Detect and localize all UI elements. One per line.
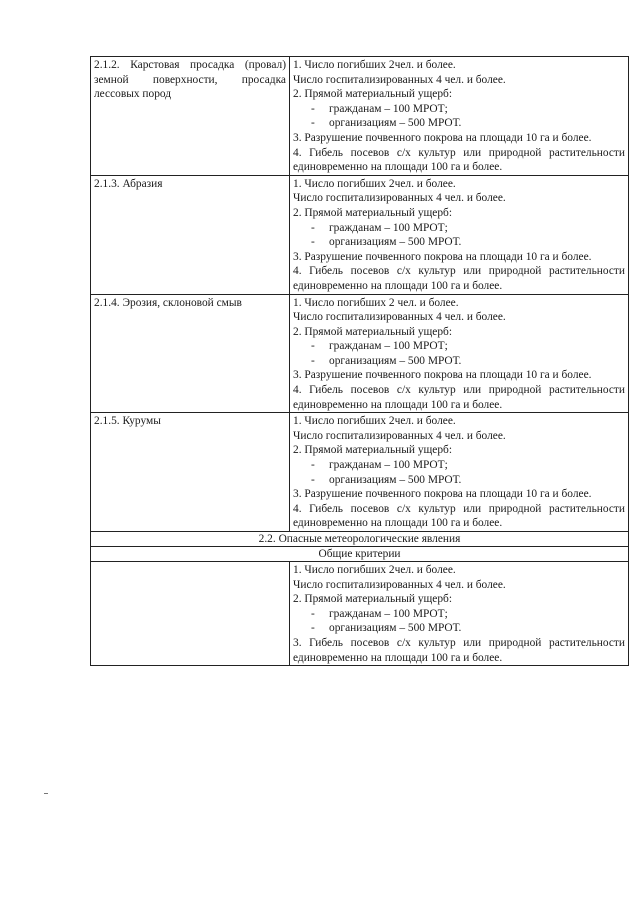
criteria-hospitalized: Число госпитализированных 4 чел. и более. <box>293 192 506 205</box>
criteria-hospitalized: Число госпитализированных 4 чел. и более. <box>293 311 506 324</box>
subsection-title: Общие критерии <box>91 547 629 562</box>
criteria-deaths: 1. Число погибших 2чел. и более. <box>293 564 456 576</box>
criteria-damage-citizens <box>293 221 625 236</box>
section-title: 2.2. Опасные метеорологические явления <box>91 532 629 547</box>
dash-marker: - <box>311 473 315 486</box>
criteria-crops: 4. Гибель посевов с/х культур или природной растительности единовременно на площади 100 га и более. <box>293 265 625 292</box>
dash-marker: - <box>311 607 315 620</box>
dash-marker: - <box>311 459 315 472</box>
criteria-soil: 3. Разрушение почвенного покрова на площади 10 га и более. <box>293 250 592 263</box>
criteria-cell <box>290 294 629 413</box>
table-row <box>91 413 629 532</box>
criteria-damage-citizens <box>293 607 625 622</box>
criteria-damage: 2. Прямой материальный ущерб: <box>293 593 453 606</box>
criteria-damage-citizens <box>293 339 625 354</box>
criteria-hospitalized: Число госпитализированных 4 чел. и более. <box>293 578 506 591</box>
criteria-deaths: 1. Число погибших 2 чел. и более. <box>293 296 459 309</box>
citizens-text: гражданам – 100 МРОТ; <box>329 221 448 234</box>
criteria-hospitalized: Число госпитализированных 4 чел. и более. <box>293 73 506 86</box>
criteria-damage-organizations <box>293 354 625 369</box>
criteria-damage: 2. Прямой материальный ущерб: <box>293 206 453 219</box>
scan-artifact <box>44 793 48 794</box>
criteria-table <box>90 56 629 666</box>
criteria-deaths: 1. Число погибших 2чел. и более. <box>293 415 456 428</box>
criteria-damage-citizens <box>293 102 625 117</box>
hazard-name-cell: 2.1.3. Абразия <box>91 175 290 294</box>
table-row <box>91 294 629 413</box>
dash-marker: - <box>311 117 315 130</box>
citizens-text: гражданам – 100 МРОТ; <box>329 459 448 472</box>
criteria-deaths: 1. Число погибших 2чел. и более. <box>293 177 456 190</box>
section-header-row <box>91 532 629 547</box>
table-row <box>91 57 629 176</box>
organizations-text: организациям – 500 МРОТ. <box>329 117 462 130</box>
criteria-damage-citizens <box>293 458 625 473</box>
criteria-crops: 3. Гибель посевов с/х культур или природной растительности единовременно на площади 100 га и более. <box>293 636 625 664</box>
criteria-soil: 3. Разрушение почвенного покрова на площади 10 га и более. <box>293 369 592 382</box>
criteria-deaths: 1. Число погибших 2чел. и более. <box>293 59 456 71</box>
hazard-name-cell: 2.1.2. Карстовая просадка (провал) земной поверхности, просадка лессовых пород <box>91 57 290 176</box>
subsection-header-row <box>91 547 629 562</box>
citizens-text: гражданам – 100 МРОТ; <box>329 102 448 115</box>
citizens-text: гражданам – 100 МРОТ; <box>329 607 448 620</box>
dash-marker: - <box>311 622 315 635</box>
criteria-damage: 2. Прямой материальный ущерб: <box>293 325 453 338</box>
dash-marker: - <box>311 236 315 249</box>
criteria-soil: 3. Разрушение почвенного покрова на площади 10 га и более. <box>293 488 592 501</box>
hazard-name-cell: 2.1.5. Курумы <box>91 413 290 532</box>
table-row <box>91 175 629 294</box>
criteria-cell <box>290 413 629 532</box>
criteria-damage-organizations <box>293 621 625 636</box>
criteria-damage-organizations <box>293 116 625 131</box>
criteria-cell <box>290 57 629 176</box>
dash-marker: - <box>311 354 315 367</box>
criteria-hospitalized: Число госпитализированных 4 чел. и более. <box>293 429 506 442</box>
hazard-name-cell <box>91 562 290 666</box>
criteria-crops: 4. Гибель посевов с/х культур или природной растительности единовременно на площади 100 га и более. <box>293 502 625 530</box>
criteria-damage: 2. Прямой материальный ущерб: <box>293 444 453 457</box>
criteria-damage: 2. Прямой материальный ущерб: <box>293 88 453 101</box>
criteria-cell <box>290 562 629 666</box>
criteria-soil: 3. Разрушение почвенного покрова на площади 10 га и более. <box>293 131 592 144</box>
criteria-crops: 4. Гибель посевов с/х культур или природной растительности единовременно на площади 100 га и более. <box>293 146 625 174</box>
hazard-name-cell: 2.1.4. Эрозия, склоновой смыв <box>91 294 290 413</box>
criteria-crops: 4. Гибель посевов с/х культур или природной растительности единовременно на площади 100 га и более. <box>293 384 625 411</box>
organizations-text: организациям – 500 МРОТ. <box>329 354 462 367</box>
citizens-text: гражданам – 100 МРОТ; <box>329 340 448 353</box>
dash-marker: - <box>311 102 315 115</box>
dash-marker: - <box>311 340 315 353</box>
organizations-text: организациям – 500 МРОТ. <box>329 236 462 249</box>
organizations-text: организациям – 500 МРОТ. <box>329 622 462 635</box>
criteria-damage-organizations <box>293 473 625 488</box>
criteria-damage-organizations <box>293 235 625 250</box>
dash-marker: - <box>311 221 315 234</box>
organizations-text: организациям – 500 МРОТ. <box>329 473 462 486</box>
criteria-cell <box>290 175 629 294</box>
table-row <box>91 562 629 666</box>
